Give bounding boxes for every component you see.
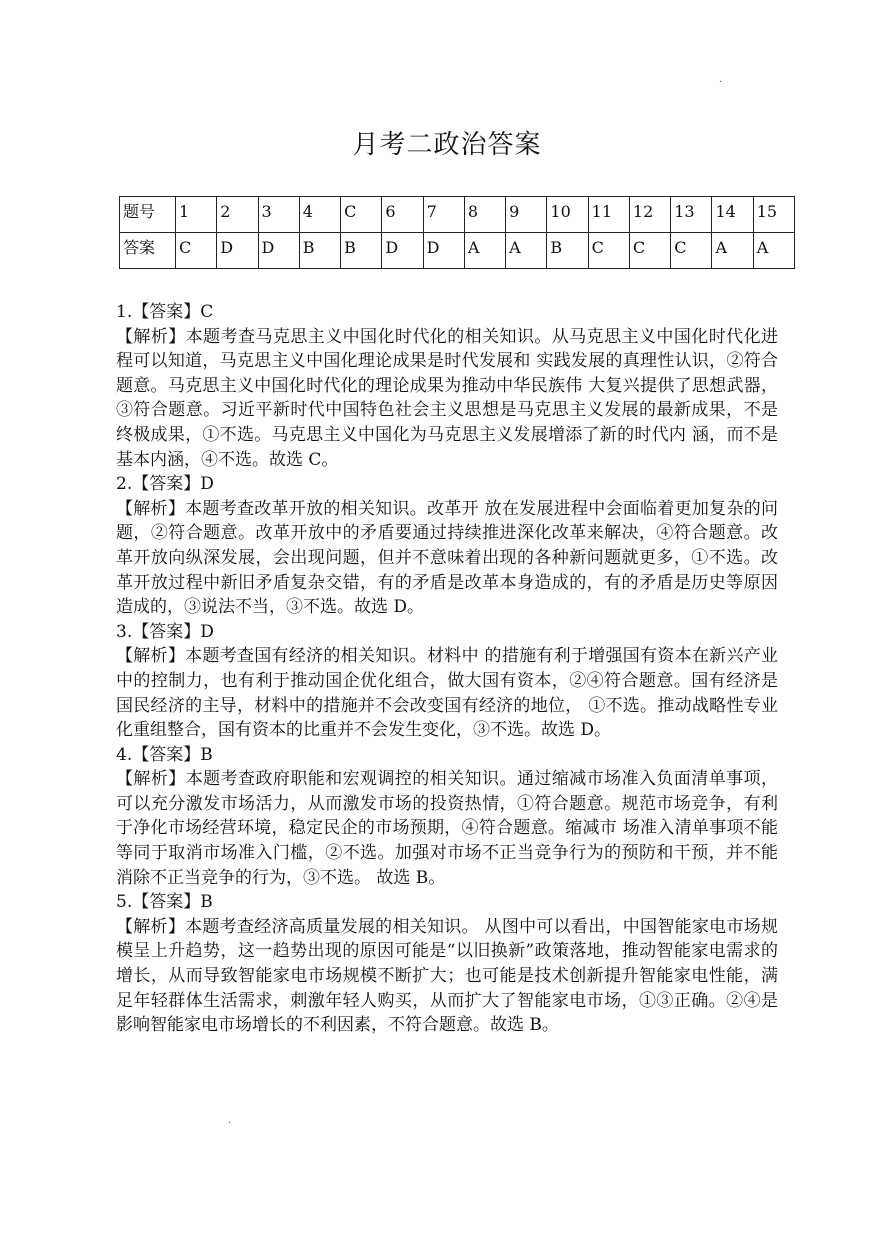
question-5-answer: 5.【答案】B <box>116 892 213 913</box>
answer-cell: C <box>671 233 712 269</box>
table-row-answers <box>120 233 795 269</box>
number-cell: 7 <box>423 197 464 233</box>
number-cell: 10 <box>547 197 588 233</box>
table-row-numbers <box>120 197 795 233</box>
answer-cell: C <box>629 233 670 269</box>
number-cell: C <box>341 197 382 233</box>
answer-cell: B <box>341 233 382 269</box>
answer-cell: A <box>712 233 753 269</box>
question-1-analysis: 【解析】本题考查马克思主义中国化时代化的相关知识。从马克思主义中国化时代化进程可以知道，马克思主义中国化理论成果是时代发展和 实践发展的真理性认识，②符合题意。马克思主义中国化时代化的理论成果为推动中华民族伟 大复兴提供了思想武器，③符合题意。习近平新时代中国特色社会主义思想是马克思主义发展的最新成果，不是终极成果，①不选。马克思主义中国化为马克思主义发展增添了新的时代内 涵，而不是基本内涵，④不选。故选 C。 <box>116 326 778 470</box>
answer-cell: C <box>588 233 629 269</box>
number-cell: 12 <box>629 197 670 233</box>
answer-cell: B <box>547 233 588 269</box>
question-2-answer: 2.【答案】D <box>116 474 214 495</box>
footer-dot: . <box>228 1115 232 1126</box>
question-3-analysis: 【解析】本题考查国有经济的相关知识。材料中 的措施有利于增强国有资本在新兴产业中的控制力，也有利于推动国企优化组合，做大国有资本，②④符合题意。国有经济是国民经济的主导，材料中的措施并不会改变国有经济的地位， ①不选。推动战略性专业化重组整合，国有资本的比重并不会发生变化，③不选。故选 D。 <box>116 646 778 741</box>
answer-cell: D <box>217 233 258 269</box>
question-3-answer: 3.【答案】D <box>116 621 214 642</box>
number-cell: 1 <box>176 197 217 233</box>
header-dot: . <box>719 74 723 85</box>
answer-cell: B <box>299 233 340 269</box>
row-label-number: 题号 <box>120 197 176 233</box>
number-cell: 6 <box>382 197 423 233</box>
answer-cell: D <box>258 233 299 269</box>
number-cell: 4 <box>299 197 340 233</box>
number-cell: 3 <box>258 197 299 233</box>
answer-cell: D <box>382 233 423 269</box>
number-cell: 14 <box>712 197 753 233</box>
number-cell: 9 <box>506 197 547 233</box>
answer-cell: A <box>506 233 547 269</box>
page-title: 月考二政治答案 <box>352 130 542 160</box>
number-cell: 8 <box>464 197 505 233</box>
answer-table <box>119 196 795 269</box>
answer-cell: C <box>176 233 217 269</box>
row-label-answer: 答案 <box>120 233 176 269</box>
number-cell: 2 <box>217 197 258 233</box>
number-cell: 11 <box>588 197 629 233</box>
question-2-analysis: 【解析】本题考查改革开放的相关知识。改革开 放在发展进程中会面临着更加复杂的问题，②符合题意。改革开放中的矛盾要通过持续推进深化改革来解决，④符合题意。改革开放向纵深发展，会出现问题，但并不意味着出现的各种新问题就更多，①不选。改革开放过程中新旧矛盾复杂交错，有的矛盾是改革本身造成的，有的矛盾是历史等原因造成的，③说法不当，③不选。故选 D。 <box>116 498 778 618</box>
question-4-analysis: 【解析】本题考查政府职能和宏观调控的相关知识。通过缩减市场准入负面清单事项，可以充分激发市场活力，从而激发市场的投资热情，①符合题意。规范市场竞争，有利于净化市场经营环境，稳定民企的市场预期，④符合题意。缩减市 场准入清单事项不能等同于取消市场准入门槛，②不选。加强对市场不正当竞争行为的预防和干预，并不能消除不正当竞争的行为，③不选。 故选 B。 <box>116 769 778 888</box>
answer-cell: A <box>464 233 505 269</box>
number-cell: 13 <box>671 197 712 233</box>
analysis-content <box>116 300 778 1038</box>
answer-cell: A <box>753 233 794 269</box>
answer-cell: D <box>423 233 464 269</box>
question-1-answer: 1.【答案】C <box>116 302 214 322</box>
question-4-answer: 4.【答案】B <box>116 744 213 765</box>
number-cell: 15 <box>753 197 794 233</box>
question-5-analysis: 【解析】本题考查经济高质量发展的相关知识。 从图中可以看出，中国智能家电市场规模呈上升趋势，这一趋势出现的原因可能是“以旧换新”政策落地，推动智能家电需求的增长，从而导致智能家电市场规模不断扩大；也可能是技术创新提升智能家电性能，满足年轻群体生活需求，刺激年轻人购买，从而扩大了智能家电市场，①③正确。②④是影响智能家电市场增长的不利因素，不符合题意。故选 B。 <box>116 916 778 1036</box>
